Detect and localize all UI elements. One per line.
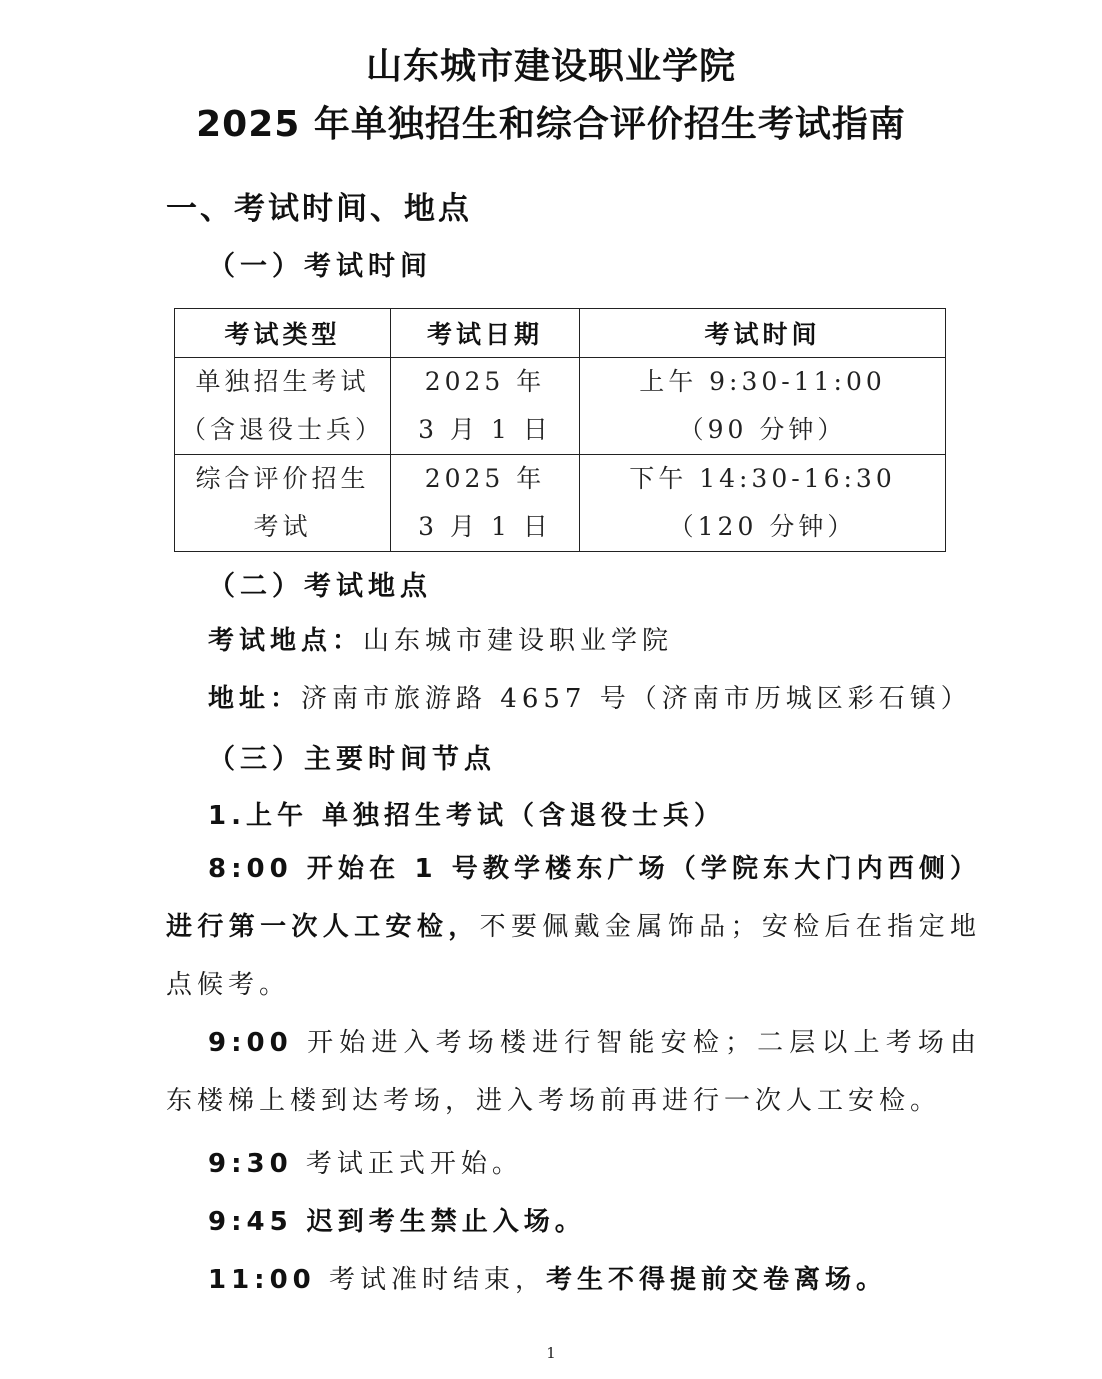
cell-text: 2025 年	[424, 367, 546, 396]
table-cell-date	[391, 358, 580, 455]
paragraph-text: 开始进入考场楼进行智能安检；二层以上考场由东楼梯上楼到达考场，进入考场前再进行一次人工安检。	[166, 1028, 981, 1116]
table-cell-type	[175, 358, 391, 455]
subsection-heading-location: （二）考试地点	[208, 571, 432, 602]
table-cell-time	[580, 358, 946, 455]
cell-text: 单独招生考试	[195, 367, 370, 396]
cell-text: 3 月 1 日	[418, 512, 552, 541]
paragraph-bold-text: 8:00 开始在 1 号教学楼东广场（学院东大门内西侧）进行第一次人工安检，	[166, 854, 981, 942]
table-row	[175, 455, 946, 552]
location-line	[208, 620, 673, 657]
table-cell-date	[391, 455, 580, 552]
timeline-paragraph-0800	[166, 840, 981, 1014]
exam-schedule-table	[174, 308, 946, 552]
table-header-cell: 考试日期	[391, 309, 580, 358]
paragraph-bold-text: 9:45 迟到考生禁止入场。	[208, 1207, 586, 1237]
cell-text: 综合评价招生	[195, 464, 370, 493]
cell-text: 考试	[253, 512, 312, 541]
table-cell-type	[175, 455, 391, 552]
timeline-paragraph-0900	[166, 1014, 981, 1130]
cell-text: 上午 9:30-11:00	[639, 367, 886, 396]
paragraph-bold-text: 考生不得提前交卷离场。	[546, 1265, 888, 1295]
paragraph-time: 9:00	[208, 1028, 293, 1058]
paragraph-text: 不要佩戴金属饰品；安检后在指定地点候考。	[166, 912, 981, 1000]
cell-text: 3 月 1 日	[418, 415, 552, 444]
table-row	[175, 358, 946, 455]
item-title-text: 1.上午 单独招生考试（含退役士兵）	[208, 801, 726, 831]
subsection-heading-time: （一）考试时间	[208, 251, 432, 282]
paragraph-text: 考试准时结束，	[315, 1265, 547, 1295]
page-number: 1	[546, 1344, 556, 1362]
paragraph-time: 9:30	[208, 1149, 293, 1179]
timeline-line-0945	[208, 1201, 586, 1238]
address-value: 济南市旅游路 4657 号（济南市历城区彩石镇）	[301, 684, 972, 714]
cell-text: （120 分钟）	[668, 512, 857, 541]
address-label: 地址：	[208, 684, 302, 714]
document-title-line1: 山东城市建设职业学院	[365, 46, 736, 87]
section-heading: 一、考试时间、地点	[166, 191, 472, 227]
table-header-cell: 考试类型	[175, 309, 391, 358]
location-value: 山东城市建设职业学院	[363, 626, 674, 656]
paragraph-time: 11:00	[208, 1265, 316, 1295]
address-line	[208, 678, 972, 715]
document-title-line2: 2025 年单独招生和综合评价招生考试指南	[196, 104, 906, 145]
subsection-heading-timeline: （三）主要时间节点	[208, 744, 496, 775]
paragraph-text: 考试正式开始。	[292, 1149, 523, 1179]
timeline-line-1100	[208, 1259, 887, 1296]
cell-text: 2025 年	[424, 464, 546, 493]
timeline-line-0930	[208, 1143, 523, 1180]
table-cell-time	[580, 455, 946, 552]
table-header-cell: 考试时间	[580, 309, 946, 358]
cell-text: （90 分钟）	[678, 415, 847, 444]
cell-text: （含退役士兵）	[180, 415, 384, 444]
cell-text: 下午 14:30-16:30	[629, 464, 896, 493]
table-header-row	[175, 309, 946, 358]
timeline-item-title	[208, 795, 725, 832]
location-label: 考试地点：	[208, 626, 364, 656]
